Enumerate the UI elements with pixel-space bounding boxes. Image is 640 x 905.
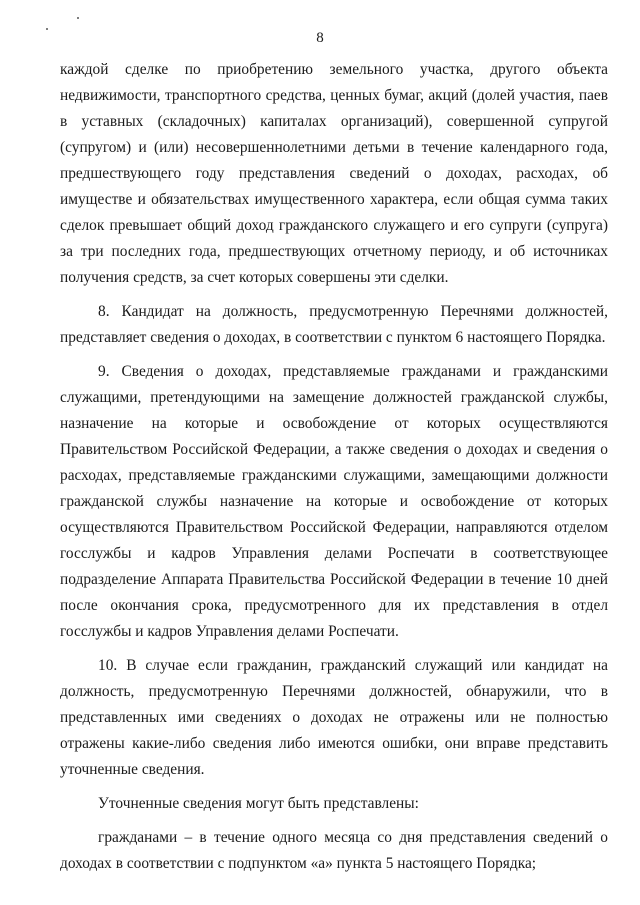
document-body — [60, 57, 608, 877]
paragraph-item-10: 10. В случае если гражданин, гражданский служащий или кандидат на должность, предусмотренную Перечнями должностей, обнаружили, что в представленных ими сведениях о доходах не отражены или не полностью отражены какие-либо сведения либо имеются ошибки, они вправе представить уточненные сведения. — [60, 657, 608, 778]
scan-speck — [77, 17, 79, 19]
page-number: 8 — [316, 30, 324, 46]
paragraph-item-9: 9. Сведения о доходах, представляемые гражданами и гражданскими служащими, претендующими на замещение должностей гражданской службы, назначение на которые и освобождение от которых осуществляются Правительством Российской Федерации, а также сведения о доходах и сведения о расходах, представляемые гражданскими служащими, замещающими должности гражданской службы назначение на которые и освобождение от которых осуществляются Правительством Российской Федерации, направляются отделом госслужбы и кадров Управления делами Роспечати в соответствующее подразделение Аппарата Правительства Российской Федерации в течение 10 дней после окончания срока, предусмотренного для их представления в отдел госслужбы и кадров Управления делами Роспечати. — [60, 363, 608, 640]
paragraph-citizens-deadline: гражданами – в течение одного месяца со дня представления сведений о доходах в соответствии с подпунктом «а» пункта 5 настоящего Порядка; — [60, 829, 608, 872]
paragraph-continuation: каждой сделке по приобретению земельного участка, другого объекта недвижимости, транспортного средства, ценных бумаг, акций (долей участия, паев в уставных (складочных) капиталах организаций), совершенной супругой (супругом) и (или) несовершеннолетними детьми в течение календарного года, предшествующего году представления сведений о доходах, расходах, об имуществе и обязательствах имущественного характера, если общая сумма таких сделок превышает общий доход гражданского служащего и его супруги (супруга) за три последних года, предшествующих отчетному периоду, и об источниках получения средств, за счет которых совершены эти сделки. — [60, 61, 608, 286]
paragraph-clarified-info: Уточненные сведения могут быть представлены: — [98, 795, 419, 812]
paragraph-item-8: 8. Кандидат на должность, предусмотренную Перечнями должностей, представляет сведения о доходах, в соответствии с пунктом 6 настоящего Порядка. — [60, 303, 608, 346]
